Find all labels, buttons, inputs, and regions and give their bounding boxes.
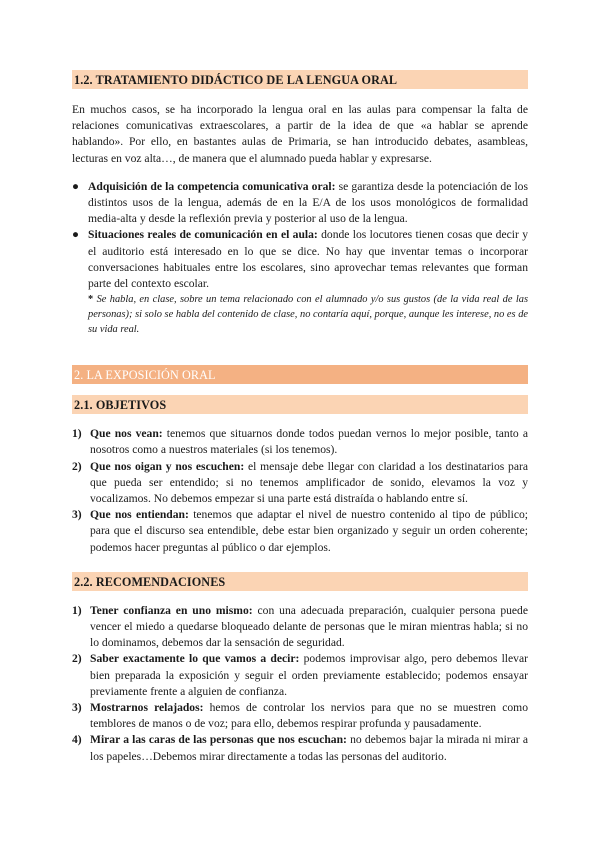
- item-text: tenemos que situarnos donde todos puedan vernos lo mejor posible, tanto a nosotros como a nuestros materiales (si los tenemos).: [90, 427, 528, 457]
- section-2-2-heading: 2.2. RECOMENDACIONES: [72, 572, 528, 591]
- item-text: no debemos bajar la mirada ni mirar a los papeles…Debemos mirar directamente a todas las personas del auditorio.: [90, 733, 528, 763]
- bullet-item: [72, 227, 528, 292]
- bullet-icon: ●: [72, 179, 80, 193]
- section-2-1-heading: 2.1. OBJETIVOS: [72, 395, 528, 414]
- item-term: Que nos oigan y nos escuchen:: [90, 459, 245, 473]
- item-term: Mostrarnos relajados:: [90, 701, 204, 715]
- item-term: Tener confianza en uno mismo:: [90, 603, 253, 617]
- section-1-2-heading: 1.2. TRATAMIENTO DIDÁCTICO DE LA LENGUA ORAL: [72, 70, 528, 89]
- item-text: tenemos que adaptar el nivel de nuestro contenido al tipo de público; para que el discurso sea entendible, debe estar bien organizado y seguir un orden coherente; podemos hacer preguntas al público o dar ejemplos.: [90, 508, 528, 554]
- bullet-term: Situaciones reales de comunicación en el aula:: [88, 228, 318, 242]
- recommendation-item: [72, 651, 528, 700]
- item-term: Que nos vean:: [90, 427, 163, 441]
- objective-item: [72, 507, 528, 556]
- bullet-list: [72, 179, 528, 292]
- recommendation-item: [72, 700, 528, 732]
- objective-item: [72, 459, 528, 508]
- bullet-icon: ●: [72, 228, 80, 242]
- item-text: hemos de controlar los nervios para que no se muestren como temblores de manos o de voz; para ello, debemos respirar profunda y pausadamente.: [90, 701, 529, 731]
- item-number: 1): [72, 427, 82, 441]
- item-number: 1): [72, 603, 82, 617]
- item-text: podemos improvisar algo, pero debemos llevar bien preparada la exposición y seguir el orden previamente establecido; podemos ensayar previamente frente a alguien de confianza.: [90, 652, 528, 698]
- item-number: 4): [72, 733, 82, 747]
- item-term: Que nos entiendan:: [90, 508, 189, 522]
- objectives-list: [72, 426, 528, 556]
- item-number: 3): [72, 701, 82, 715]
- italic-note: [72, 292, 528, 337]
- note-asterisk: *: [88, 294, 94, 306]
- item-text: el mensaje debe llegar con claridad a los destinatarios para que pueda ser entendido; si no tenemos amplificador de sonido, elevamos la voz y vocalizamos. No debemos empezar si una parte está distraída o hablando entre sí.: [90, 459, 528, 506]
- item-term: Mirar a las caras de las personas que nos escuchan:: [90, 733, 347, 747]
- objective-item: [72, 426, 528, 458]
- item-text: con una adecuada preparación, cualquier persona puede vencer el miedo a quedarse bloqueado delante de personas que le miran mientras habla; si no lo dominamos, debemos dar la sensación de seguridad.: [90, 603, 528, 650]
- item-term: Saber exactamente lo que vamos a decir:: [90, 652, 300, 666]
- item-number: 3): [72, 508, 82, 522]
- document-page: [72, 70, 528, 765]
- bullet-term: Adquisición de la competencia comunicativa oral:: [88, 179, 336, 193]
- item-number: 2): [72, 652, 82, 666]
- note-text: Se habla, en clase, sobre un tema relacionado con el alumnado y/o sus gustos (de la vida real de las personas); si solo se habla del contenido de clase, no contaría aquí, porque, aunque les interese, no es de su vida real.: [88, 294, 528, 336]
- bullet-text: se garantiza desde la potenciación de los distintos usos de la lengua, además de en la E/A de los usos monológicos de formalidad media-alta y desde la reflexión previa y posterior al uso de la lengua.: [88, 179, 528, 226]
- bullet-text: donde los locutores tienen cosas que decir y el auditorio está interesado en lo que se dice. No hay que inventar temas o incorporar conversaciones habituales entre los escolares, sino aprovechar temas relevantes que forman parte del contexto escolar.: [88, 228, 528, 291]
- item-number: 2): [72, 459, 82, 473]
- recommendation-item: [72, 732, 528, 764]
- bullet-item: [72, 179, 528, 228]
- intro-paragraph: En muchos casos, se ha incorporado la lengua oral en las aulas para compensar la falta de relaciones comunicativas extraescolares, a partir de la idea de que «a hablar se aprende hablando». Por ello, en bastantes aulas de Primaria, se han introducido debates, asambleas, lecturas en voz alta…, de manera que el alumnado pueda hablar y expresarse.: [72, 103, 528, 165]
- section-2-heading: 2. LA EXPOSICIÓN ORAL: [72, 365, 528, 384]
- recommendation-item: [72, 603, 528, 652]
- recommendations-list: [72, 603, 528, 765]
